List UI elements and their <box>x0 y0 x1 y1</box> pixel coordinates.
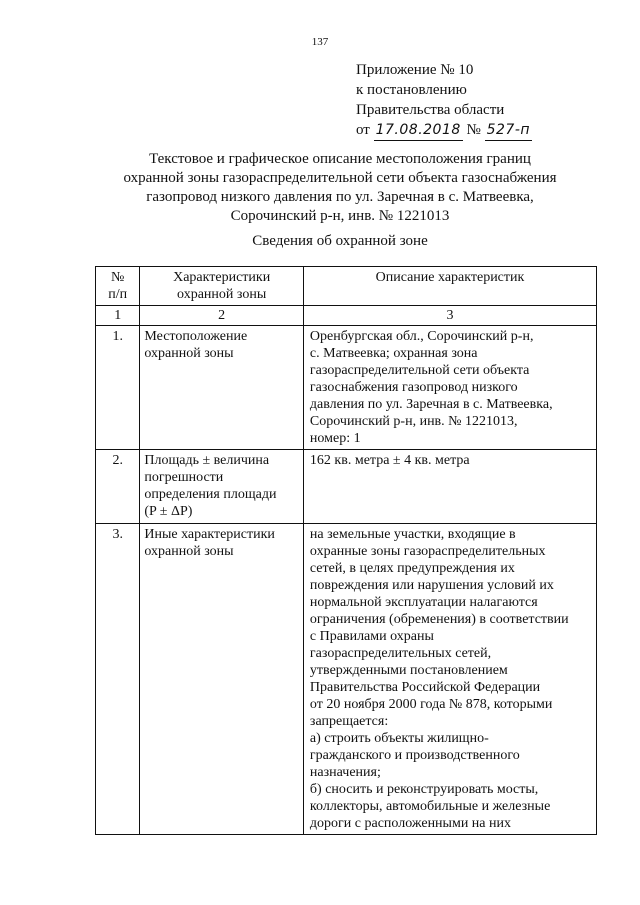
row-name: Местоположение охранной зоны <box>140 326 304 450</box>
appendix-block <box>356 60 532 141</box>
col-number-3: 3 <box>303 306 596 326</box>
row-description: Оренбургская обл., Сорочинский р-н, с. Матвеевка; охранная зона газораспределительной сети объекта газоснабжения газопровод низкого давления по ул. Заречная в с. Матвеевка, Сорочинский р-н, инв. № 1221013, номер: 1 <box>303 326 596 450</box>
row-num: 2. <box>96 450 140 524</box>
title-line-1: Текстовое и графическое описание местоположения границ <box>149 151 531 167</box>
row-num: 1. <box>96 326 140 450</box>
title-line-3: газопровод низкого давления по ул. Заречная в с. Матвеевка, <box>146 189 534 205</box>
header-description: Описание характеристик <box>303 267 596 306</box>
table-row <box>96 524 597 835</box>
title-line-4: Сорочинский р-н, инв. № 1221013 <box>230 208 450 224</box>
table-row <box>96 450 597 524</box>
appendix-line-3: Правительства области <box>356 102 505 118</box>
col-number-1: 1 <box>96 306 140 326</box>
header-characteristic: Характеристики охранной зоны <box>140 267 304 306</box>
row-name: Площадь ± величина погрешности определения площади (P ± ΔP) <box>140 450 304 524</box>
header-num: № п/п <box>96 267 140 306</box>
date-value: 17.08.2018 <box>374 120 463 141</box>
zone-table <box>95 266 597 835</box>
appendix-line-1: Приложение № 10 <box>356 62 474 78</box>
table-header-row <box>96 267 597 306</box>
row-name: Иные характеристики охранной зоны <box>140 524 304 835</box>
date-prefix: от <box>356 122 370 138</box>
appendix-line-2: к постановлению <box>356 82 467 98</box>
page-number: 137 <box>311 36 329 48</box>
number-prefix: № <box>466 122 481 138</box>
row-description: на земельные участки, входящие в охранные зоны газораспределительных сетей, в целях предупреждения их повреждения или нарушения условий их нормальной эксплуатации налагаются ограничения (обременения) в соответствии с Правилами охраны газораспределительных сетей, утвержденными постановлением Правительства Российской Федерации от 20 ноября 2000 года № 878, которыми запрещается: а) строить объекты жилищно- гражданского и производственного назначения; б) сносить и реконструировать мосты, коллекторы, автомобильные и железные дороги с расположенными на них <box>303 524 596 835</box>
column-number-row <box>96 306 597 326</box>
number-value: 527-п <box>485 120 532 141</box>
appendix-date-line <box>356 120 532 141</box>
title-line-2: охранной зоны газораспределительной сети объекта газоснабжения <box>123 170 557 186</box>
row-description: 162 кв. метра ± 4 кв. метра <box>303 450 596 524</box>
row-num: 3. <box>96 524 140 835</box>
col-number-2: 2 <box>140 306 304 326</box>
document-title <box>0 150 640 226</box>
section-title: Сведения об охранной зоне <box>252 233 428 249</box>
table-row <box>96 326 597 450</box>
